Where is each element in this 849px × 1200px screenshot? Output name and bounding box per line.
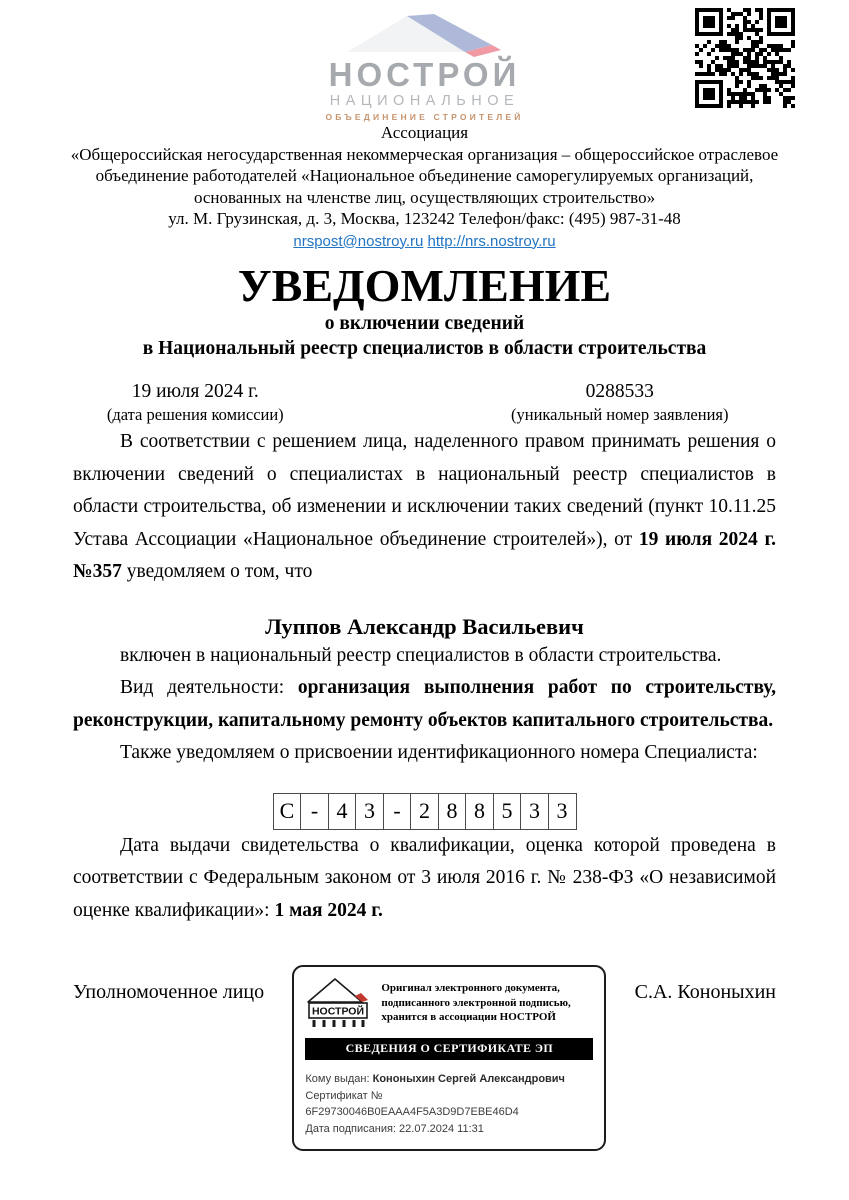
logo-title: НОСТРОЙ bbox=[328, 56, 521, 93]
stamp-logo-icon bbox=[305, 976, 371, 1030]
certificate-details bbox=[305, 1071, 593, 1137]
org-block bbox=[0, 122, 849, 252]
org-type: Ассоциация bbox=[380, 123, 469, 142]
paragraph-decision-text: В соответствии с решением лица, наделенного правом принимать решения о включении сведений о специалистах в национальный реестр специалистов в области строительства, об изменении и исключении таких сведений (пункт 10.11.25 Устава Ассоциации «Национальное объединение строителей»), от bbox=[73, 431, 776, 550]
paragraph-decision-date: 19 июля 2024 г. №357 bbox=[73, 528, 776, 582]
e-signature-stamp bbox=[292, 965, 606, 1151]
paragraph-decision bbox=[73, 426, 776, 589]
page-title: УВЕДОМЛЕНИЕ bbox=[237, 260, 612, 311]
paragraph-decision-tail: уведомляем о том, что bbox=[121, 561, 313, 582]
signer-name: С.А. Кононыхин bbox=[634, 981, 776, 1003]
specialist-id-number bbox=[73, 793, 776, 830]
certificate-issued-to bbox=[305, 1071, 593, 1088]
org-links bbox=[0, 231, 849, 253]
specialist-name: Луппов Александр Васильевич bbox=[265, 613, 584, 639]
decision-date-block bbox=[0, 380, 391, 426]
qr-code bbox=[695, 8, 795, 108]
id-cell: 3 bbox=[520, 793, 549, 830]
application-number: 0288533 bbox=[585, 381, 654, 402]
decision-date-label: (дата решения комиссии) bbox=[106, 405, 284, 424]
stamp-note-line2: подписанного электронной подписью, bbox=[381, 996, 571, 1009]
stamp-header bbox=[305, 976, 593, 1030]
decision-date: 19 июля 2024 г. bbox=[131, 381, 259, 402]
decision-number-block bbox=[391, 380, 849, 426]
stamp-original-note bbox=[381, 981, 570, 1025]
id-cell: 8 bbox=[438, 793, 467, 830]
certificate-sign-date: Дата подписания: 22.07.2024 11:31 bbox=[305, 1122, 484, 1135]
paragraph-qualification bbox=[73, 830, 776, 928]
signature-row bbox=[0, 965, 849, 1151]
id-cell: 4 bbox=[328, 793, 357, 830]
included-line: включен в национальный реестр специалистов в области строительства. bbox=[120, 644, 722, 666]
id-cell: 3 bbox=[355, 793, 384, 830]
logo-subtitle-2: ОБЪЕДИНЕНИЕ СТРОИТЕЛЕЙ bbox=[325, 111, 524, 122]
paragraph-qualification-date: 1 мая 2024 г. bbox=[274, 899, 383, 921]
id-cell: 2 bbox=[410, 793, 439, 830]
id-cell: - bbox=[383, 793, 412, 830]
activity-paragraph bbox=[73, 672, 776, 737]
application-number-label: (уникальный номер заявления) bbox=[511, 405, 729, 424]
page-subtitle-2: в Национальный реестр специалистов в области строительства bbox=[142, 338, 707, 359]
website-link[interactable]: http://nrs.nostroy.ru bbox=[427, 232, 556, 250]
id-cell: 3 bbox=[548, 793, 577, 830]
paragraph-qualification-text: Дата выдачи свидетельства о квалификации, оценка которой проведена в соответствии с Федеральным законом от 3 июля 2016 г. № 238-ФЗ «О независимой оценке квалификации»: bbox=[73, 834, 776, 921]
org-address: ул. М. Грузинская, д. 3, Москва, 123242 Телефон/факс: (495) 987-31-48 bbox=[168, 209, 681, 228]
stamp-note-line3: хранится в ассоциации НОСТРОЙ bbox=[381, 1011, 556, 1024]
id-cell: 5 bbox=[493, 793, 522, 830]
certificate-number: Сертификат № 6F29730046B0EAAA4F5A3D9D7EBE46D4 bbox=[305, 1089, 519, 1118]
id-cell: С bbox=[273, 793, 302, 830]
issued-name: Кононыхин Сергей Александрович bbox=[372, 1073, 565, 1085]
document-body bbox=[0, 426, 849, 927]
activity-value: организация выполнения работ по строительству, реконструкции, капитальному ремонту объектов капитального строительства. bbox=[73, 677, 776, 731]
page-subtitle-1: о включении сведений bbox=[324, 313, 525, 334]
id-cell: 8 bbox=[465, 793, 494, 830]
org-name: «Общероссийская негосударственная некоммерческая организация – общероссийское отраслевое объединение работодателей «Национальное объединение саморегулируемых организаций, основанных на членстве лиц, осуществляющих строительство» bbox=[70, 144, 779, 207]
document-header bbox=[0, 0, 849, 122]
logo-roof-icon bbox=[345, 12, 505, 58]
decision-row bbox=[0, 380, 849, 426]
logo-subtitle-1: НАЦИОНАЛЬНОЕ bbox=[329, 92, 520, 109]
signature-role-label: Уполномоченное лицо bbox=[73, 981, 265, 1003]
stamp-logo-text: НОСТРОЙ bbox=[312, 1005, 365, 1018]
id-intro-line: Также уведомляем о присвоении идентификационного номера Специалиста: bbox=[120, 742, 758, 763]
email-link[interactable]: nrspost@nostroy.ru bbox=[293, 232, 424, 250]
stamp-note-line1: Оригинал электронного документа, bbox=[381, 982, 560, 995]
id-cell: - bbox=[300, 793, 329, 830]
issued-label: Кому выдан: bbox=[305, 1073, 373, 1085]
activity-label: Вид деятельности: bbox=[120, 677, 298, 698]
certificate-info-bar: СВЕДЕНИЯ О СЕРТИФИКАТЕ ЭП bbox=[305, 1038, 593, 1060]
